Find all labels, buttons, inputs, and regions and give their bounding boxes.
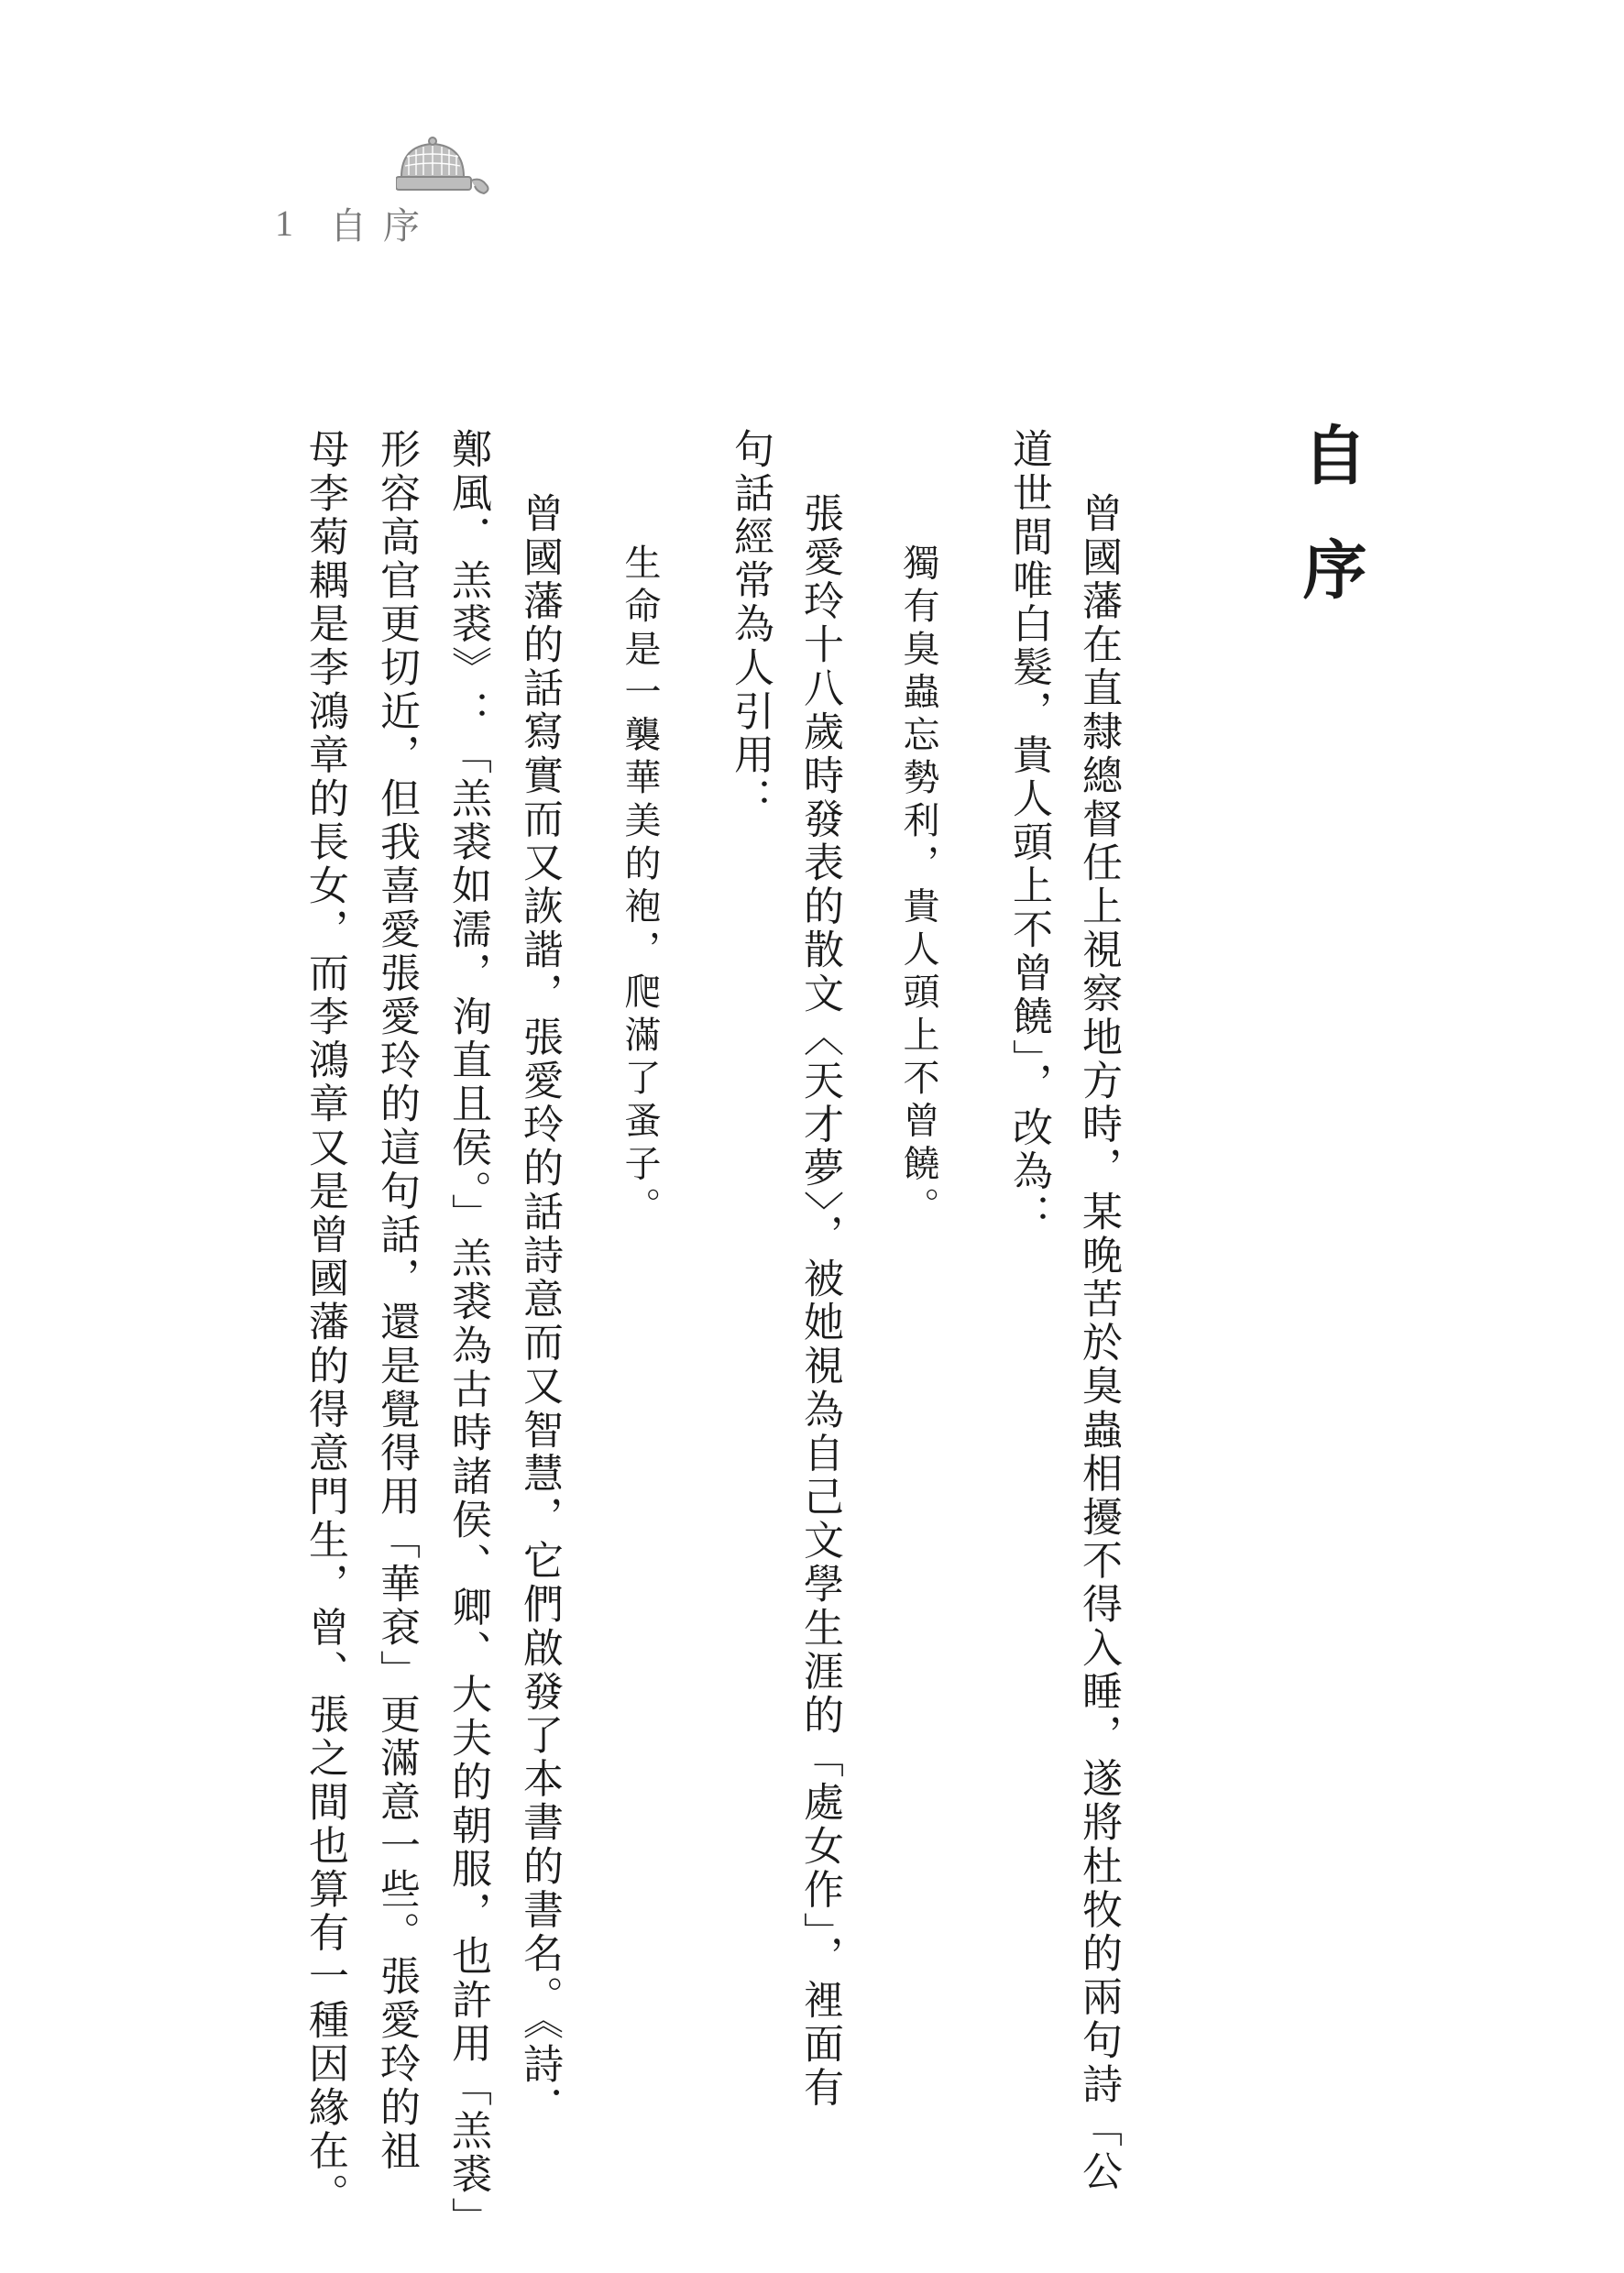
paragraph-1-line-1: 曾國藩在直隸總督任上視察地方時，某晚苦於臭蟲相擾不得入睡，遂將杜牧的兩句詩「公: [1075, 492, 1122, 2194]
chapter-title: 自序: [1292, 422, 1367, 651]
running-head: [275, 200, 436, 246]
paragraph-2-line-2: 句話經常為人引用：: [727, 428, 774, 821]
page-number: 1: [275, 202, 293, 244]
teapot-ornament-icon: [396, 133, 497, 197]
paragraph-3-line-2: 鄭風．羔裘》：「羔裘如濡，洵直且侯。」羔裘為古時諸侯、卿、大夫的朝服，也許用「羔裘」: [444, 428, 491, 2241]
quotation-1: 獨有臭蟲忘勢利，貴人頭上不曾饒。: [897, 544, 939, 1230]
paragraph-1-line-2: 道世間唯白髮，貴人頭上不曾饒」，改為：: [1005, 428, 1052, 1237]
paragraph-3-line-4: 母李菊耦是李鴻章的長女，而李鴻章又是曾國藩的得意門生，曾、張之間也算有一種因緣在。: [302, 428, 348, 2217]
paragraph-3-line-1: 曾國藩的話寫實而又詼諧，張愛玲的話詩意而又智慧，它們啟發了本書的書名。《詩．: [516, 492, 563, 2130]
running-section-title: 自序: [330, 204, 436, 247]
paragraph-2-line-1: 張愛玲十八歲時發表的散文〈天才夢〉，被她視為自己文學生涯的「處女作」，裡面有: [796, 492, 843, 2110]
paragraph-3-line-3: 形容高官更切近，但我喜愛張愛玲的這句話，還是覺得用「華袞」更滿意一些。張愛玲的祖: [373, 428, 420, 2173]
quotation-2: 生命是一襲華美的袍，爬滿了蚤子。: [619, 544, 661, 1230]
